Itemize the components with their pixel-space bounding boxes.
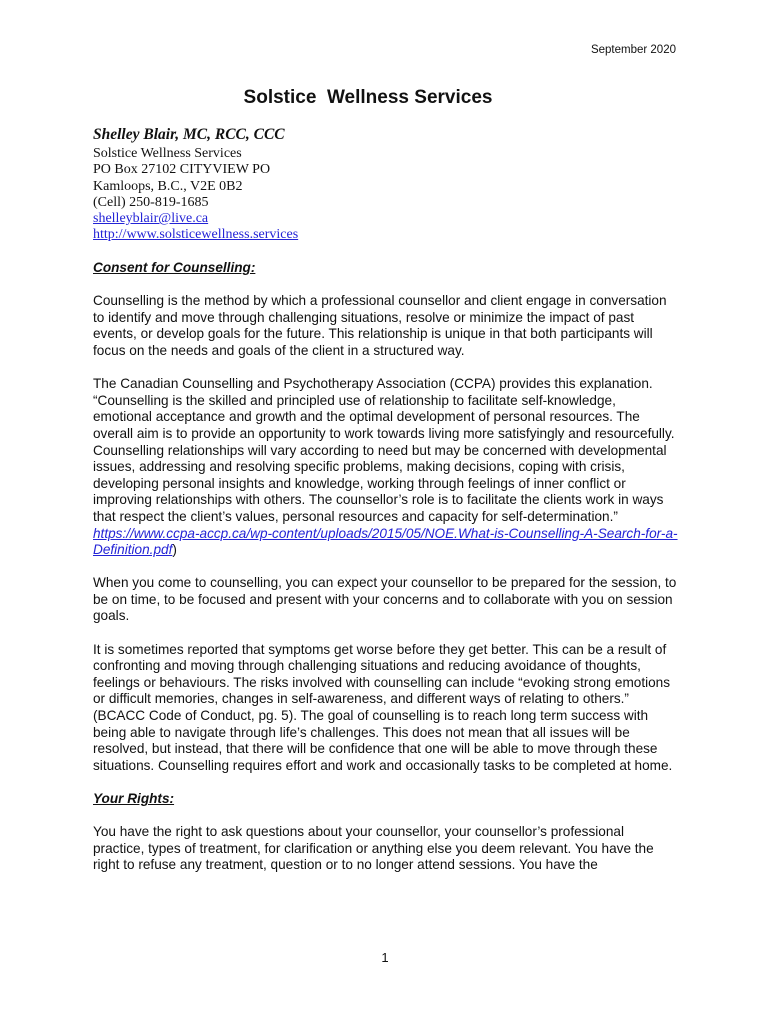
phone-number: (Cell) 250-819-1685 bbox=[93, 194, 209, 210]
ccpa-quote-text: The Canadian Counselling and Psychotherapy Association (CCPA) provides this explanation. “Counselling is the skilled and principled use of relationship to facilitate self-knowledge, emotional acceptance and growth and the optimal development of personal resources. The overall aim is to provide an opportunity to work towards living more satisfyingly and resourcefully. Counselling relationships will vary according to need but may be concerned with developmental issues, addressing and resolving specific problems, making decisions, coping with crisis, developing personal insights and knowledge, working through feelings of inner conflict or improving relationships with others. The counsellor’s role is to facilitate the clients work in ways that respect the client’s values, personal resources and capacity for self-determination.” bbox=[93, 376, 675, 524]
document-body bbox=[93, 260, 678, 891]
paragraph-counselling-method: Counselling is the method by which a professional counsellor and client engage in conversation to identify and move through challenging situations, resolve or minimize the impact of past events, or develop goals for the future. This relationship is unique in that both participants will focus on the needs and goals of the client in a structured way. bbox=[93, 293, 667, 358]
document-date: September 2020 bbox=[590, 44, 676, 56]
organization-name: Solstice Wellness Services bbox=[93, 146, 242, 162]
document-title: Solstice Wellness Services bbox=[243, 87, 493, 108]
address-line-1: PO Box 27102 CITYVIEW PO bbox=[93, 162, 271, 178]
paragraph-risks: It is sometimes reported that symptoms get worse before they get better. This can be a result of confronting and moving through challenging situations and reducing avoidance of thoughts, feelings or behaviours. The risks involved with counselling can include “evoking strong emotions or difficult memories, changes in self-awareness, and different ways of relating to others.” (BCACC Code of Conduct, pg. 5). The goal of counselling is to reach long term success with being able to navigate through life’s challenges. This does not mean that all issues will be resolved, but instead, that there will be confidence that one will be able to move through these situations. Counselling requires effort and work and occasionally tasks to be completed at home. bbox=[93, 641, 673, 773]
email-link[interactable]: shelleyblair@live.ca bbox=[93, 211, 209, 227]
consent-heading: Consent for Counselling: bbox=[93, 260, 256, 275]
paragraph-ccpa-explanation bbox=[93, 376, 678, 559]
counsellor-name: Shelley Blair, MC, RCC, CCC bbox=[93, 126, 285, 143]
ccpa-reference-close: ) bbox=[172, 542, 177, 558]
rights-heading: Your Rights: bbox=[93, 791, 175, 806]
website-link[interactable]: http://www.solsticewellness.services bbox=[93, 227, 299, 243]
ccpa-reference-link[interactable]: https://www.ccpa-accp.ca/wp-content/uploads/2015/05/NOE.What-is-Counselling-A-Search-for-a-Definition.pdf bbox=[93, 525, 678, 558]
paragraph-expectations: When you come to counselling, you can expect your counsellor to be prepared for the session, to be on time, to be focused and present with your concerns and to collaborate with you on session goals. bbox=[93, 575, 677, 624]
page-number: 1 bbox=[381, 950, 389, 965]
contact-block bbox=[93, 127, 298, 243]
address-line-2: Kamloops, B.C., V2E 0B2 bbox=[93, 178, 243, 194]
paragraph-rights: You have the right to ask questions about your counsellor, your counsellor’s professional practice, types of treatment, for clarification or anything else you deem relevant. You have the right to refuse any treatment, question or to no longer attend sessions. You have the bbox=[93, 824, 654, 873]
